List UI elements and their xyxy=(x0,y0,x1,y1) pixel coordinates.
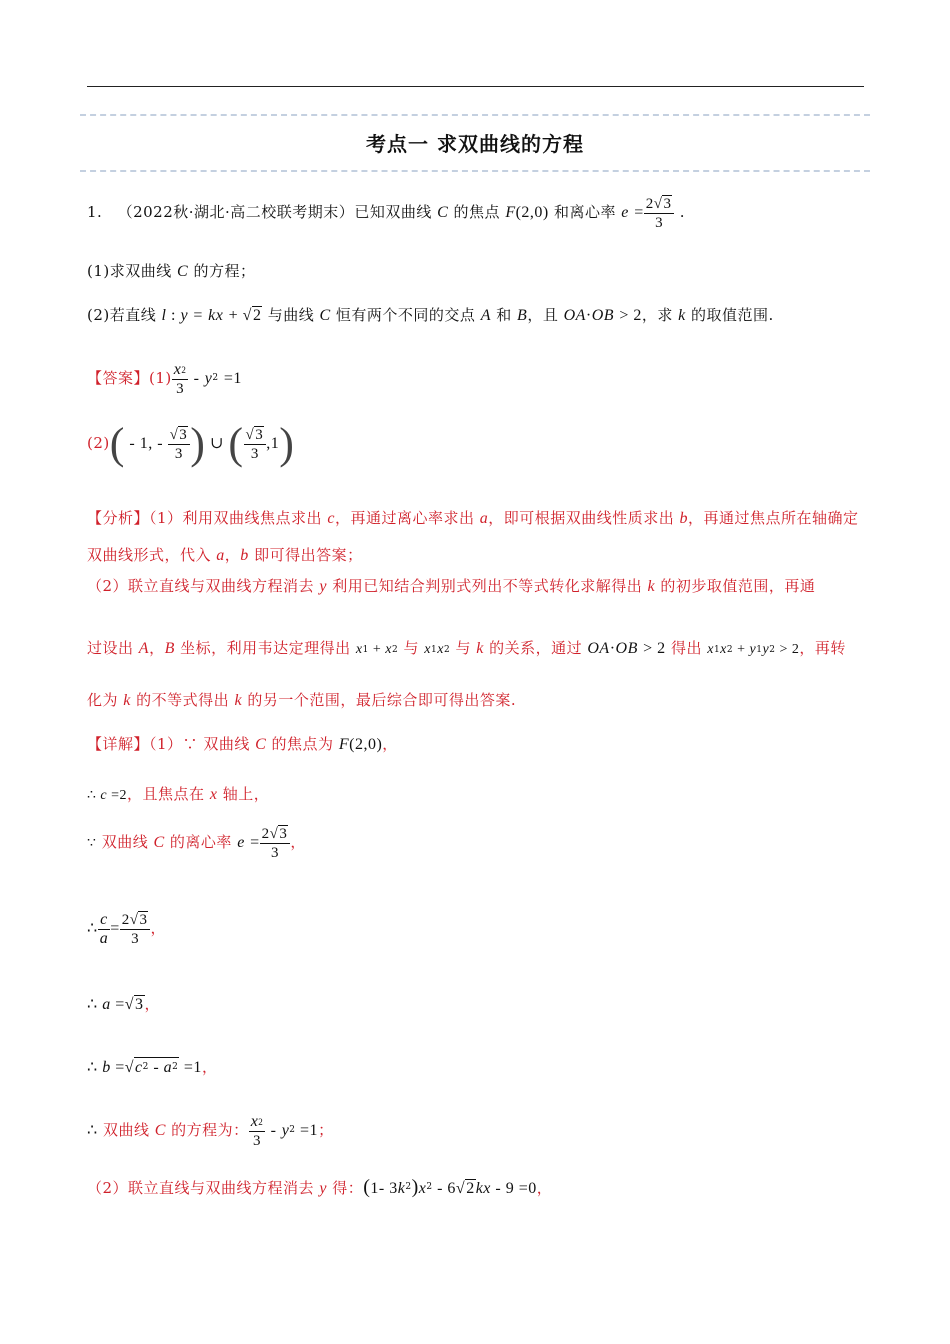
detail-line6: ∴ $b =√c^2 - a^2 =1$， xyxy=(87,1058,218,1076)
problem-number: 1. xyxy=(87,203,103,221)
section-title: 考点一 求双曲线的方程 xyxy=(366,132,584,156)
title-divider-bottom xyxy=(80,170,870,172)
analysis-part1: 【分析】（1）利用双曲线焦点求出 c，再通过离心率求出 a，即可根据双曲线性质求出 b，再通过焦点所在轴确定双曲线形式，代入 a，b 即可得出答案； xyxy=(87,509,859,564)
analysis-part2-line3: 化为 k 的不等式得出 k 的另一个范围，最后综合即可得出答案. xyxy=(87,691,517,709)
header-rule xyxy=(87,86,864,87)
detail-line4: ∴ $\frac{c}{a}$ = $\frac{2√3}{3}$ ， xyxy=(87,910,166,947)
problem-part2: (2)若直线 l : y = kx + √2 与曲线 C 恒有两个不同的交点 A 和 B，且 OA·OB > 2，求 k 的取值范围. xyxy=(87,306,774,324)
problem-source: （2022秋·湖北·高二校联考期末） xyxy=(117,203,355,221)
detail-line5: ∴ a =√3， xyxy=(87,995,161,1013)
problem-part1: (1)求双曲线 C 的方程； xyxy=(87,262,256,280)
detail-label: 【详解】 xyxy=(87,735,150,753)
answer-label: 【答案】 xyxy=(87,369,150,387)
detail-line3: ∵ 双曲线 C 的离心率 e = $\frac{2√3}{3}$ ， xyxy=(87,825,306,861)
detail-line1: 【详解】（1）∵ 双曲线 C 的焦点为 F(2,0)， xyxy=(87,735,398,753)
analysis-part2-line1: （2）联立直线与双曲线方程消去 y 利用已知结合判别式列出不等式转化求解得出 k 的初步取值范围，再通 xyxy=(87,577,816,595)
detail-line8: （2）联立直线与双曲线方程消去 y 得：(1- $3k^2)x^2 - 6√2kx - 9 =0$， xyxy=(87,1176,553,1198)
title-divider-top xyxy=(80,114,870,116)
answer-line2: (2)( - 1, - $\frac{√3}{3}$ ) ∪ ( $\frac{√3}{3}$ ,1) xyxy=(87,419,295,468)
analysis-label: 【分析】 xyxy=(87,509,150,527)
detail-line2: ∴ c =2，且焦点在 x 轴上， xyxy=(87,785,270,803)
detail-line7: ∴ 双曲线 C 的方程为： $\frac{x^2}{3}$ - $y^2 =1$； xyxy=(87,1112,334,1149)
analysis-part2-line2: 过设出 A，B 坐标，利用韦达定理得出 x1 + x2 与 x1x2 与 k 的关系，通过 OA·OB > 2 得出 x1x2 + y1y2 > 2，再转 xyxy=(87,639,846,657)
problem-stem: 1. （2022秋·湖北·高二校联考期末）已知双曲线 C 的焦点 F(2,0) 和离心率 e = $\frac{2√3}{3}$ . xyxy=(87,195,685,231)
answer-line1: 【答案】(1) $\frac{x^2}{3}$ - $y^2 =1$ xyxy=(87,360,242,397)
